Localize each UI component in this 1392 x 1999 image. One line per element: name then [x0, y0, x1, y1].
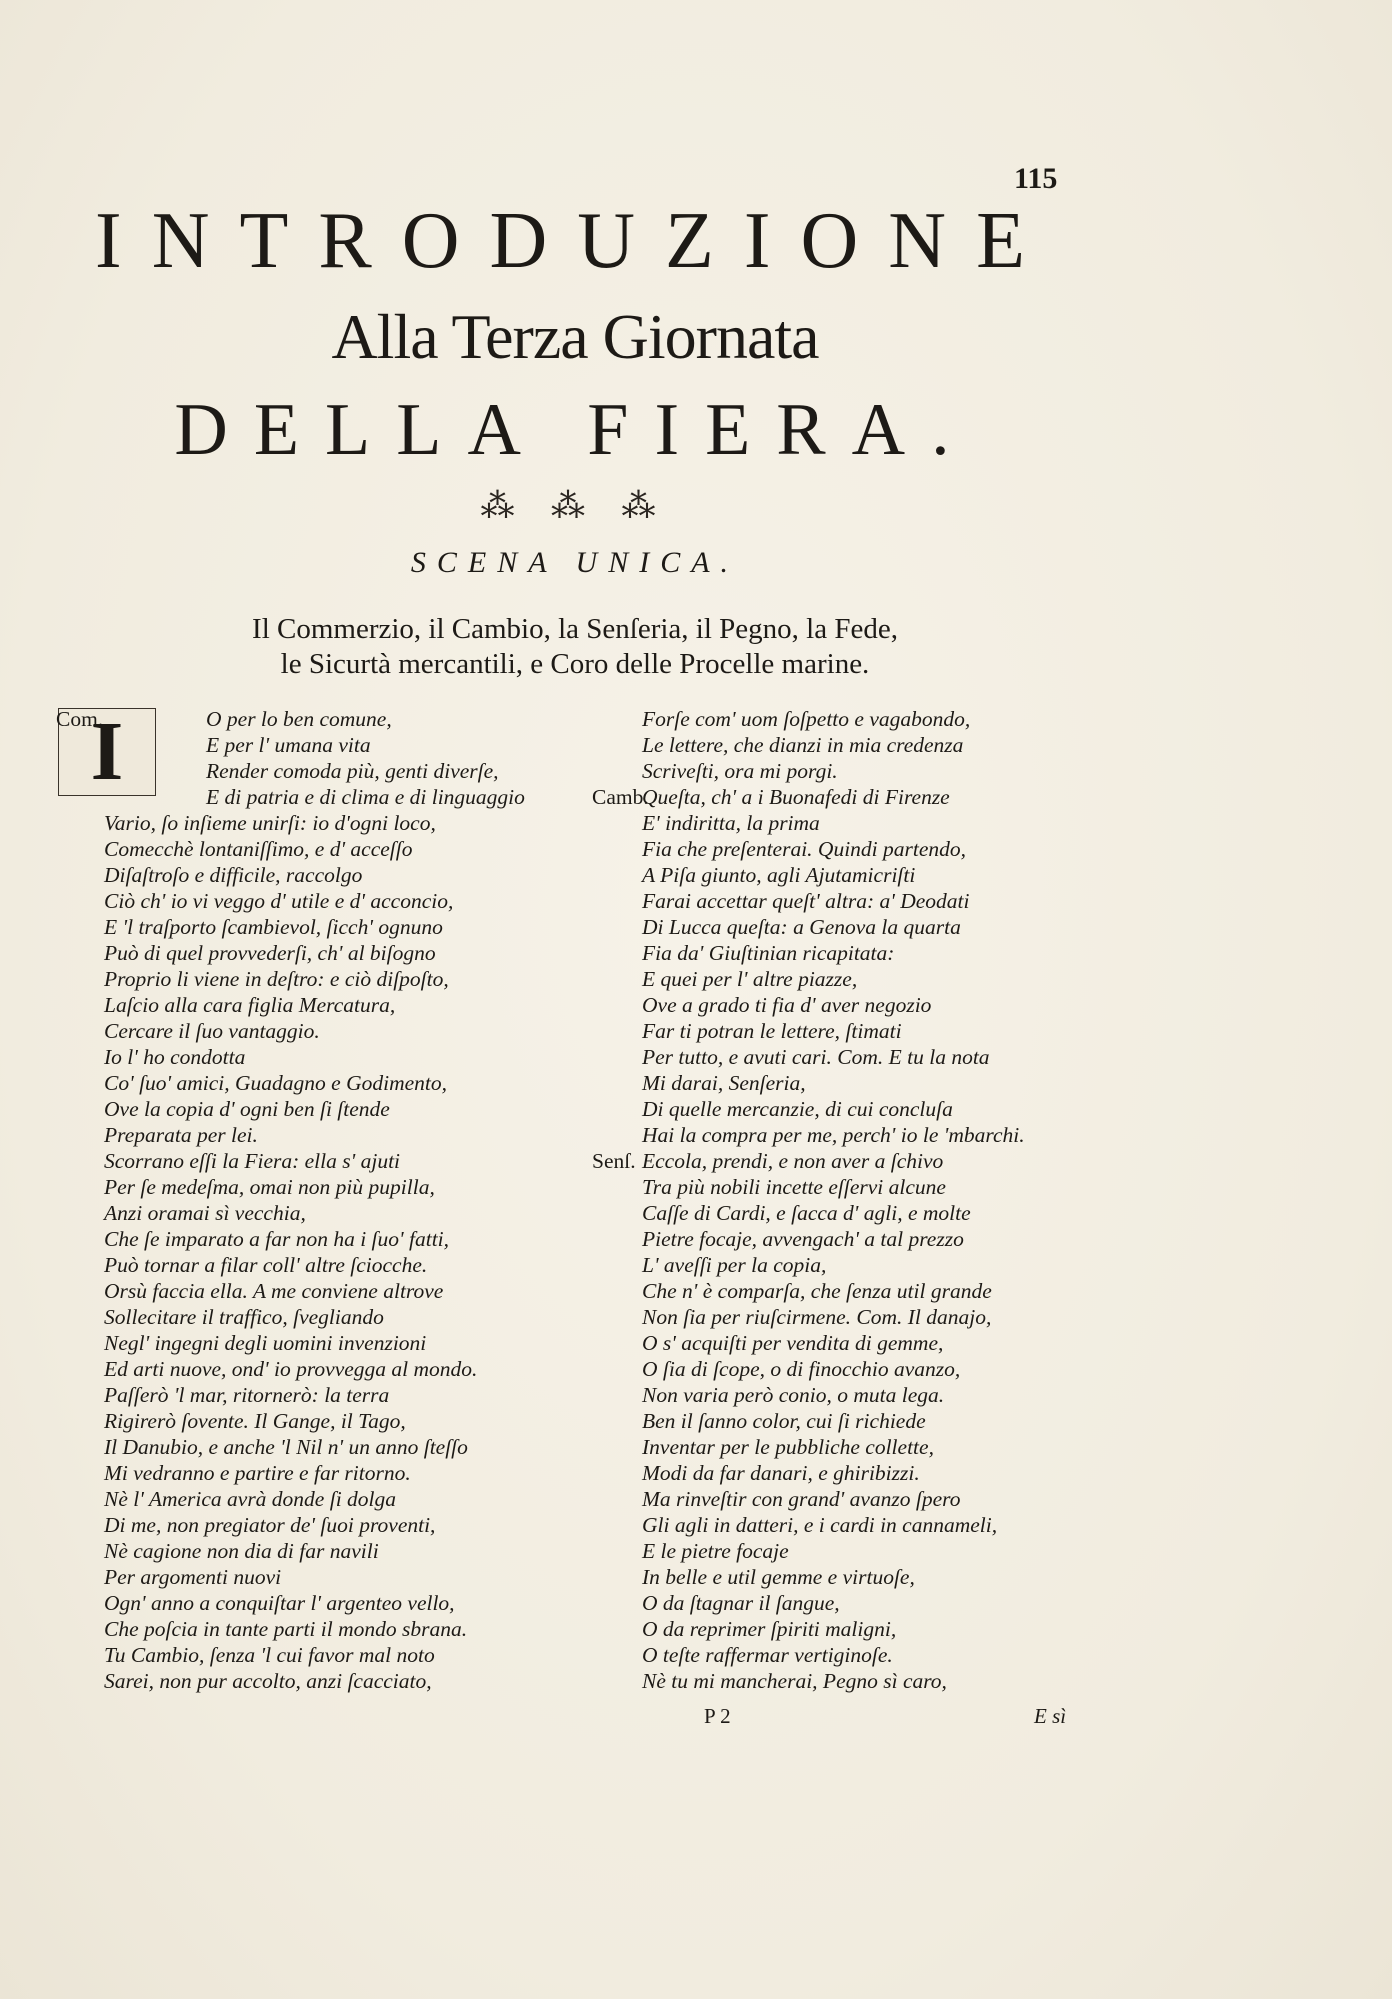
verse-line: [56, 1122, 596, 1148]
verse-text: Diſaſtroſo e difficile, raccolgo: [104, 863, 363, 887]
verse-text: Mi darai, Senſeria,: [642, 1071, 806, 1095]
verse-line: [592, 1564, 1112, 1590]
verse-line: [56, 1330, 596, 1356]
verse-line: [56, 1174, 596, 1200]
verse-text: Che n' è comparſa, che ſenza util grande: [642, 1279, 992, 1303]
verse-text: Preparata per lei.: [104, 1123, 258, 1147]
verse-text: Scorrano eſſi la Fiera: ella s' ajuti: [104, 1149, 401, 1173]
verse-text: Può tornar a filar coll' altre ſciocche.: [104, 1253, 428, 1277]
verse-text: Inventar per le pubbliche collette,: [642, 1435, 934, 1459]
verse-line: [592, 1434, 1112, 1460]
verse-line: [592, 992, 1112, 1018]
verse-text: Ogn' anno a conquiſtar l' argenteo vello,: [104, 1591, 455, 1615]
verse-text: Nè cagione non dia di far navili: [104, 1539, 379, 1563]
verse-line: [592, 1278, 1112, 1304]
verse-line: [56, 732, 596, 758]
verse-line: [56, 1070, 596, 1096]
verse-text: Tra più nobili incette eſſervi alcune: [642, 1175, 946, 1199]
verse-line: [592, 1512, 1112, 1538]
verse-text: Non ſia per riuſcirmene. Com. Il danajo,: [642, 1305, 992, 1329]
verse-line: [56, 1642, 596, 1668]
speaker-label: Com.: [56, 707, 104, 731]
verse-line: [56, 1356, 596, 1382]
verse-line: [56, 1200, 596, 1226]
verse-text: Nè tu mi mancherai, Pegno sì caro,: [642, 1669, 947, 1693]
verse-line: [56, 810, 596, 836]
verse-text: In belle e util gemme e virtuoſe,: [642, 1565, 915, 1589]
verse-text: Può di quel provvederſi, ch' al biſogno: [104, 941, 436, 965]
verse-line: [56, 1408, 596, 1434]
verse-line: [592, 1174, 1112, 1200]
verse-line: [56, 940, 596, 966]
verse-line: [592, 1616, 1112, 1642]
verse-text: Paſſerò 'l mar, ritornerò: la terra: [104, 1383, 390, 1407]
verse-line: [56, 1304, 596, 1330]
verse-line: [56, 1668, 596, 1694]
verse-text: Tu Cambio, ſenza 'l cui favor mal noto: [104, 1643, 435, 1667]
verse-text: Nè l' America avrà donde ſi dolga: [104, 1487, 397, 1511]
verse-text: Ben il ſanno color, cui ſi richiede: [642, 1409, 926, 1433]
verse-text: Queſta, ch' a i Buonafedi di Firenze: [642, 785, 950, 809]
dramatis-personae: [80, 612, 1070, 682]
verse-text: Co' ſuo' amici, Guadagno e Godimento,: [104, 1071, 448, 1095]
verse-text: Sollecitare il traffico, ſvegliando: [104, 1305, 384, 1329]
verse-line: [592, 1252, 1112, 1278]
verse-text: Per argomenti nuovi: [104, 1565, 282, 1589]
verse-line: [592, 1460, 1112, 1486]
verse-text: E di patria e di clima e di linguaggio: [206, 785, 525, 809]
verse-line: [592, 940, 1112, 966]
speaker-label: Camb.: [592, 785, 649, 809]
signature-mark: P 2: [704, 1704, 731, 1728]
verse-line: [56, 1148, 596, 1174]
verse-line: [592, 1642, 1112, 1668]
verse-text: Anzi oramai sì vecchia,: [104, 1201, 306, 1225]
verse-text: E le pietre focaje: [642, 1539, 789, 1563]
verse-line: [592, 966, 1112, 992]
ornament-asterisms: ⁂ ⁂ ⁂: [480, 488, 670, 525]
verse-line: [56, 1538, 596, 1564]
verse-line: [592, 1408, 1112, 1434]
verse-text: O ſia di ſcope, o di finocchio avanzo,: [642, 1357, 961, 1381]
verse-line: [592, 1070, 1112, 1096]
verse-text: Le lettere, che dianzi in mia credenza: [642, 733, 964, 757]
verse-text: O da ſtagnar il ſangue,: [642, 1591, 840, 1615]
verse-text: Cercare il ſuo vantaggio.: [104, 1019, 320, 1043]
verse-line: [592, 1148, 1112, 1174]
verse-text: Per ſe medeſma, omai non più pupilla,: [104, 1175, 435, 1199]
verse-text: Render comoda più, genti diverſe,: [206, 759, 499, 783]
title-della-fiera: DELLA FIERA.: [174, 389, 976, 471]
verse-text: E per l' umana vita: [206, 733, 371, 757]
verse-line: [592, 1538, 1112, 1564]
verse-line: [56, 1382, 596, 1408]
verse-line: [592, 732, 1112, 758]
catchword: E sì: [1034, 1704, 1067, 1728]
verse-text: Ma rinveſtir con grand' avanzo ſpero: [642, 1487, 961, 1511]
verse-line: [592, 1018, 1112, 1044]
verse-text: Eccola, prendi, e non aver a ſchivo: [642, 1149, 944, 1173]
title-introduzione: INTRODUZIONE: [95, 197, 1055, 285]
verse-text: O teſte raffermar vertiginoſe.: [642, 1643, 893, 1667]
verse-line: [56, 862, 596, 888]
verse-line: [56, 1512, 596, 1538]
speaker-label: Senſ.: [592, 1149, 636, 1173]
verse-line: [592, 1122, 1112, 1148]
verse-line: [592, 810, 1112, 836]
verse-text: E quei per l' altre piazze,: [642, 967, 858, 991]
verse-text: Caſſe di Cardi, e ſacca d' agli, e molte: [642, 1201, 971, 1225]
verse-text: Orsù faccia ella. A me conviene altrove: [104, 1279, 444, 1303]
verse-line: [56, 836, 596, 862]
verse-text: A Piſa giunto, agli Ajutamicriſti: [642, 863, 916, 887]
verse-text: Mi vedranno e partire e far ritorno.: [104, 1461, 411, 1485]
verse-text: Gli agli in datteri, e i cardi in cannameli,: [642, 1513, 998, 1537]
verse-text: Farai accettar queſt' altra: a' Deodati: [642, 889, 970, 913]
verse-line: [592, 888, 1112, 914]
verse-line: [56, 758, 596, 784]
verse-text: E' indiritta, la prima: [642, 811, 820, 835]
verse-text: O s' acquiſti per vendita di gemme,: [642, 1331, 944, 1355]
verse-text: Laſcio alla cara figlia Mercatura,: [104, 993, 396, 1017]
verse-line: [56, 1226, 596, 1252]
verse-text: Vario, ſo inſieme unirſi: io d'ogni loco,: [104, 811, 436, 835]
verse-text: Fia che preſenterai. Quindi partendo,: [642, 837, 967, 861]
text-column-left: [56, 706, 596, 1694]
verse-text: Ed arti nuove, ond' io provvegga al mondo.: [104, 1357, 478, 1381]
verse-line: [56, 914, 596, 940]
verse-line: [592, 1044, 1112, 1070]
verse-text: L' aveſſi per la copia,: [642, 1253, 827, 1277]
verse-text: O per lo ben comune,: [206, 707, 392, 731]
verse-line: [592, 758, 1112, 784]
verse-line: [592, 1096, 1112, 1122]
verse-line: [56, 1590, 596, 1616]
verse-line: [592, 1200, 1112, 1226]
verse-line: [592, 1330, 1112, 1356]
verse-text: E 'l traſporto ſcambievol, ſicch' ognuno: [104, 915, 443, 939]
verse-text: Negl' ingegni degli uomini invenzioni: [104, 1331, 427, 1355]
verse-text: Proprio li viene in deſtro: e ciò diſpoſto,: [104, 967, 449, 991]
verse-line: [56, 706, 596, 732]
verse-text: Rigirerò ſovente. Il Gange, il Tago,: [104, 1409, 406, 1433]
verse-line: [592, 706, 1112, 732]
verse-text: Fia da' Giuſtinian ricapitata:: [642, 941, 895, 965]
verse-line: [592, 1668, 1112, 1694]
verse-line: [592, 914, 1112, 940]
verse-text: Forſe com' uom ſoſpetto e vagabondo,: [642, 707, 971, 731]
verse-line: [56, 1018, 596, 1044]
verse-line: [592, 1590, 1112, 1616]
verse-line: [56, 966, 596, 992]
verse-line: [56, 1564, 596, 1590]
verse-text: Pietre focaje, avvengach' a tal prezzo: [642, 1227, 964, 1251]
verse-text: Ove la copia d' ogni ben ſi ſtende: [104, 1097, 390, 1121]
verse-text: Io l' ho condotta: [104, 1045, 246, 1069]
verse-line: [56, 1486, 596, 1512]
verse-line: [592, 1304, 1112, 1330]
verse-line: [592, 1382, 1112, 1408]
verse-line: [56, 1278, 596, 1304]
verse-line: [56, 1252, 596, 1278]
verse-text: Di Lucca queſta: a Genova la quarta: [642, 915, 961, 939]
verse-text: Far ti potran le lettere, ſtimati: [642, 1019, 902, 1043]
verse-text: Che ſe imparato a far non ha i ſuo' fatti,: [104, 1227, 450, 1251]
verse-text: Modi da far danari, e ghiribizzi.: [642, 1461, 920, 1485]
verse-text: O da reprimer ſpiriti maligni,: [642, 1617, 897, 1641]
verse-text: Di quelle mercanzie, di cui concluſa: [642, 1097, 953, 1121]
verse-line: [56, 1616, 596, 1642]
verse-text: Che poſcia in tante parti il mondo sbrana.: [104, 1617, 468, 1641]
verse-text: Sarei, non pur accolto, anzi ſcacciato,: [104, 1669, 432, 1693]
title-terza-giornata: Alla Terza Giornata: [331, 301, 819, 372]
text-column-right: [592, 706, 1112, 1694]
verse-line: [592, 836, 1112, 862]
scene-heading: SCENA UNICA.: [410, 546, 740, 579]
verse-line: [592, 1226, 1112, 1252]
dropcap-letter: I: [90, 705, 124, 798]
verse-text: Hai la compra per me, perch' io le 'mbarchi.: [642, 1123, 1025, 1147]
verse-line: [592, 862, 1112, 888]
persons-line: le Sicurtà mercantili, e Coro delle Procelle marine.: [280, 648, 870, 680]
verse-text: Non varia però conio, o muta lega.: [642, 1383, 945, 1407]
verse-text: Il Danubio, e anche 'l Nil n' un anno ſteſſo: [104, 1435, 468, 1459]
verse-line: [592, 1356, 1112, 1382]
verse-line: [56, 784, 596, 810]
verse-text: Comecchè lontaniſſimo, e d' acceſſo: [104, 837, 413, 861]
verse-line: [56, 1434, 596, 1460]
verse-line: [56, 1460, 596, 1486]
verse-line: [56, 992, 596, 1018]
verse-text: Ciò ch' io vi veggo d' utile e d' acconcio,: [104, 889, 454, 913]
persons-line: Il Commerzio, il Cambio, la Senſeria, il Pegno, la Fede,: [252, 613, 898, 645]
verse-text: Di me, non pregiator de' ſuoi proventi,: [104, 1513, 436, 1537]
verse-line: [592, 1486, 1112, 1512]
verse-text: Ove a grado ti fia d' aver negozio: [642, 993, 932, 1017]
verse-line: [56, 1096, 596, 1122]
verse-line: [56, 1044, 596, 1070]
verse-line: [56, 888, 596, 914]
page-number: 115: [1014, 162, 1058, 195]
verse-text: Per tutto, e avuti cari. Com. E tu la nota: [642, 1045, 990, 1069]
verse-line: [592, 784, 1112, 810]
verse-text: Scriveſti, ora mi porgi.: [642, 759, 838, 783]
